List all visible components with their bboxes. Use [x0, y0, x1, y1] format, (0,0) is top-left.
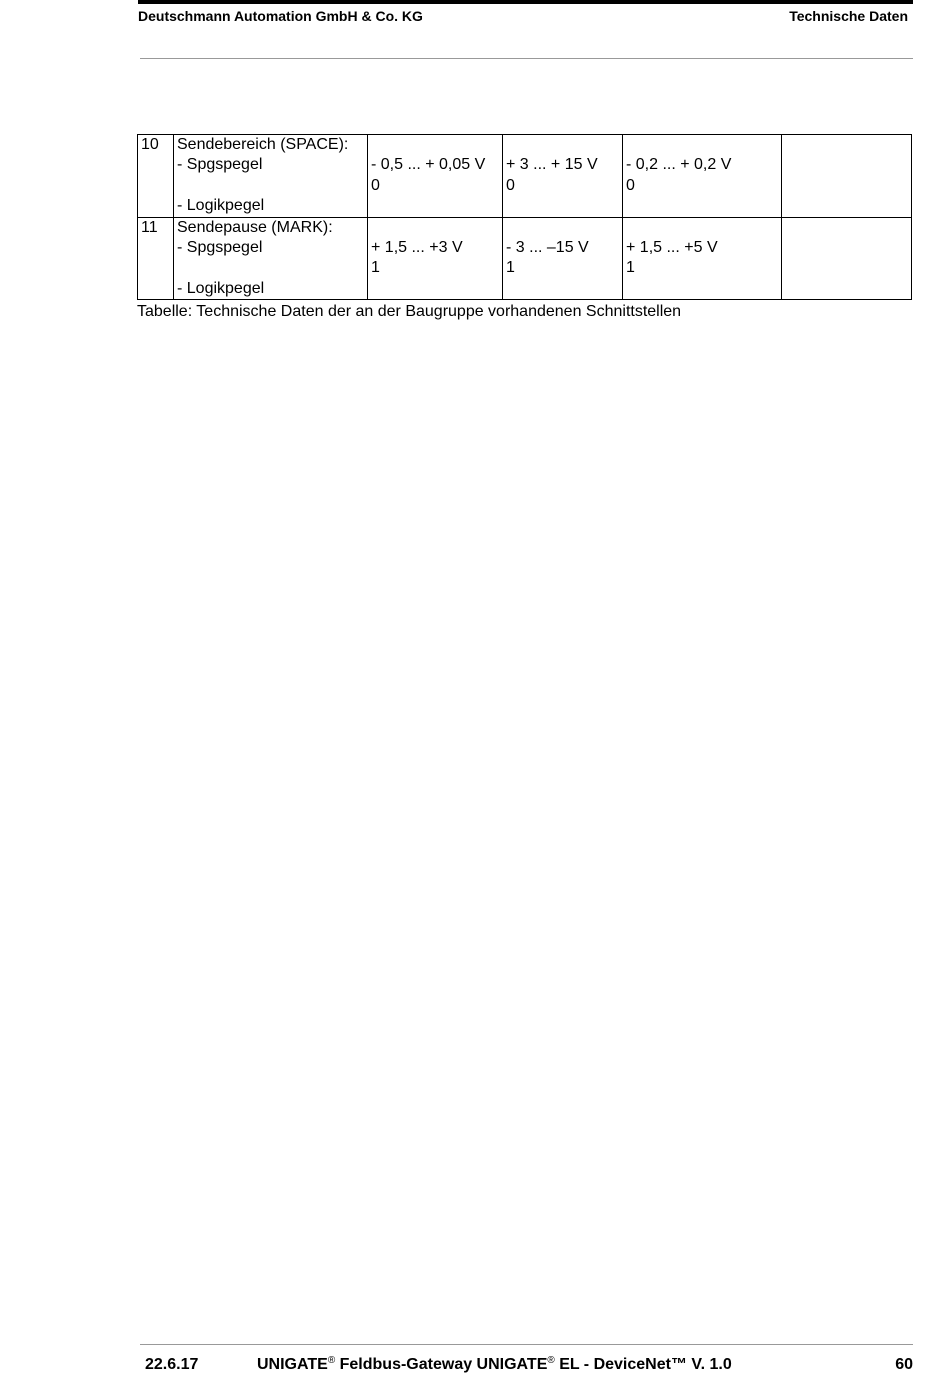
- footer-title: UNIGATE® Feldbus-Gateway UNIGATE® EL - DeviceNet™ V. 1.0: [257, 1355, 732, 1373]
- footer-date: 22.6.17: [145, 1356, 199, 1373]
- logic-value: 1: [626, 259, 635, 277]
- table-row: [138, 217, 912, 300]
- voltage-value: - 3 ... –15 V: [506, 238, 589, 256]
- registered-mark: ®: [327, 1355, 336, 1366]
- table-caption: Tabelle: Technische Daten der an der Baugruppe vorhandenen Schnittstellen: [137, 303, 682, 320]
- parameter-cell: [174, 135, 368, 218]
- page-footer: [145, 1356, 913, 1378]
- logic-value: 1: [371, 259, 380, 277]
- page-header: [138, 8, 908, 26]
- logic-value: 0: [626, 176, 635, 194]
- value-cell: [623, 217, 782, 300]
- empty-cell: [782, 217, 912, 300]
- value-cell: [503, 217, 623, 300]
- value-cell: [368, 217, 503, 300]
- voltage-value: + 1,5 ... +5 V: [626, 238, 718, 256]
- value-cell: [503, 135, 623, 218]
- param-title: Sendebereich (SPACE):: [177, 136, 349, 153]
- voltage-value: + 1,5 ... +3 V: [371, 238, 463, 256]
- logic-value: 0: [371, 176, 380, 194]
- registered-mark: ®: [547, 1355, 555, 1366]
- voltage-value: - 0,2 ... + 0,2 V: [626, 156, 732, 174]
- header-section: Technische Daten: [789, 8, 908, 24]
- page-number: 60: [895, 1356, 913, 1373]
- param-sub: - Spgspegel: [177, 156, 263, 174]
- spec-table: [137, 134, 912, 300]
- parameter-cell: [174, 217, 368, 300]
- param-sub: - Logikpegel: [177, 197, 265, 215]
- header-divider: [140, 58, 913, 59]
- logic-value: 1: [506, 259, 515, 277]
- empty-cell: [782, 135, 912, 218]
- row-number: 10: [138, 135, 174, 218]
- param-title: Sendepause (MARK):: [177, 218, 333, 236]
- value-cell: [368, 135, 503, 218]
- table-row: [138, 135, 912, 218]
- value-cell: [623, 135, 782, 218]
- header-company: Deutschmann Automation GmbH & Co. KG: [138, 8, 423, 24]
- top-rule: [138, 0, 913, 4]
- voltage-value: + 3 ... + 15 V: [506, 156, 598, 174]
- row-number: 11: [138, 217, 174, 300]
- voltage-value: - 0,5 ... + 0,05 V: [371, 156, 486, 174]
- param-sub: - Spgspegel: [177, 238, 263, 256]
- footer-divider: [140, 1344, 913, 1345]
- param-sub: - Logikpegel: [177, 279, 265, 297]
- logic-value: 0: [506, 176, 515, 194]
